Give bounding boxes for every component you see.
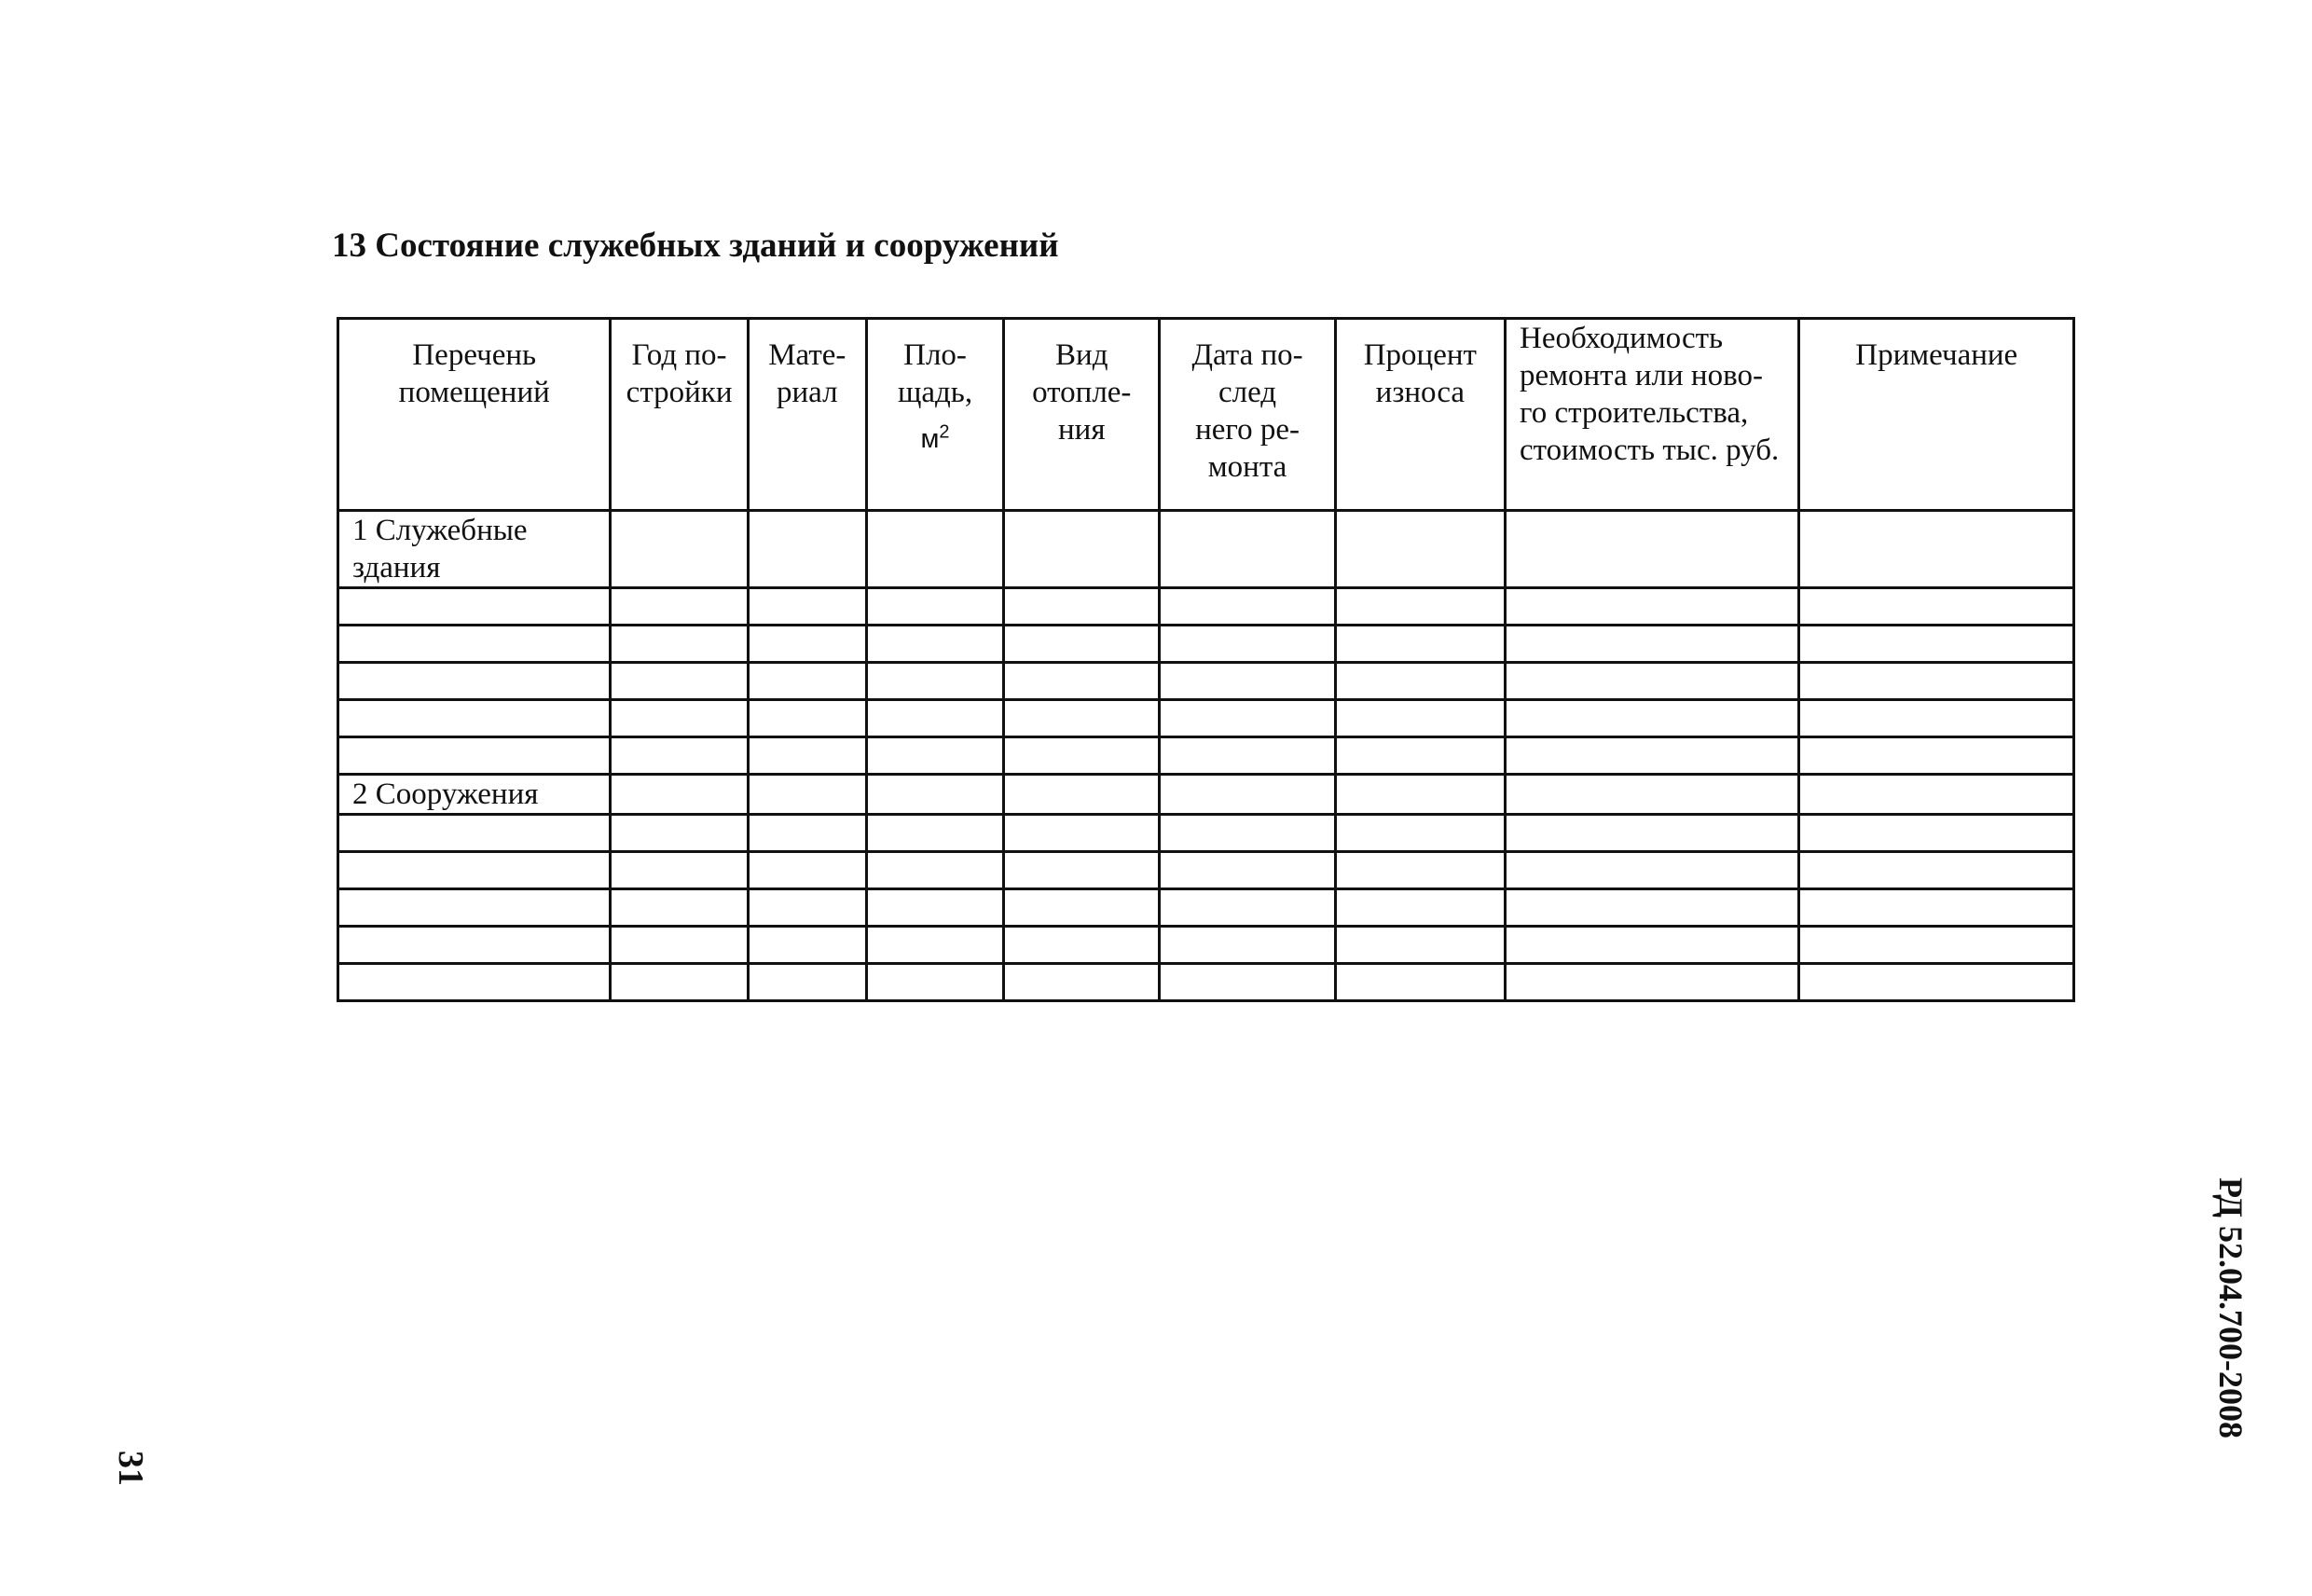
table-row bbox=[338, 663, 2074, 700]
header-year: Год по-стройки bbox=[611, 319, 748, 511]
section-structures: 2 Сооружения bbox=[338, 775, 611, 815]
header-material: Мате-риал bbox=[748, 319, 866, 511]
table-row bbox=[338, 927, 2074, 964]
header-wear: Процент износа bbox=[1335, 319, 1505, 511]
header-area-label: Пло-щадь, bbox=[897, 338, 973, 409]
table-cell bbox=[611, 511, 748, 588]
header-repair-date: Дата по-след него ре-монта bbox=[1160, 319, 1335, 511]
table-cell bbox=[1335, 511, 1505, 588]
area-exponent: 2 bbox=[939, 421, 950, 443]
table-row bbox=[338, 889, 2074, 927]
table-row bbox=[338, 700, 2074, 737]
table-row bbox=[338, 737, 2074, 775]
section-title: 13 Состояние служебных зданий и сооружений bbox=[332, 227, 1059, 265]
table-cell bbox=[866, 511, 1003, 588]
header-row bbox=[338, 319, 2074, 511]
page-number: 31 bbox=[111, 1451, 150, 1486]
header-note: Примечание bbox=[1799, 319, 2074, 511]
table-row bbox=[338, 626, 2074, 663]
header-area bbox=[866, 319, 1003, 511]
table-cell bbox=[1160, 511, 1335, 588]
header-heating: Вид отопле-ния bbox=[1004, 319, 1160, 511]
table-row bbox=[338, 588, 2074, 626]
table-cell bbox=[1505, 511, 1799, 588]
table-row bbox=[338, 775, 2074, 815]
table-row bbox=[338, 815, 2074, 852]
header-rooms: Перечень помещений bbox=[338, 319, 611, 511]
header-repair-need: Необходимость ремонта или ново-го строительства, стоимость тыс. руб. bbox=[1505, 319, 1799, 511]
document-code: РД 52.04.700-2008 bbox=[2212, 1177, 2250, 1438]
table-row bbox=[338, 511, 2074, 588]
table-cell bbox=[1004, 511, 1160, 588]
table-row bbox=[338, 964, 2074, 1001]
table-cell bbox=[748, 511, 866, 588]
table-row bbox=[338, 852, 2074, 889]
section-buildings: 1 Служебные здания bbox=[338, 511, 611, 588]
buildings-table bbox=[337, 317, 2075, 1002]
area-unit: $м^2$ bbox=[920, 421, 950, 454]
table-cell bbox=[1799, 511, 2074, 588]
